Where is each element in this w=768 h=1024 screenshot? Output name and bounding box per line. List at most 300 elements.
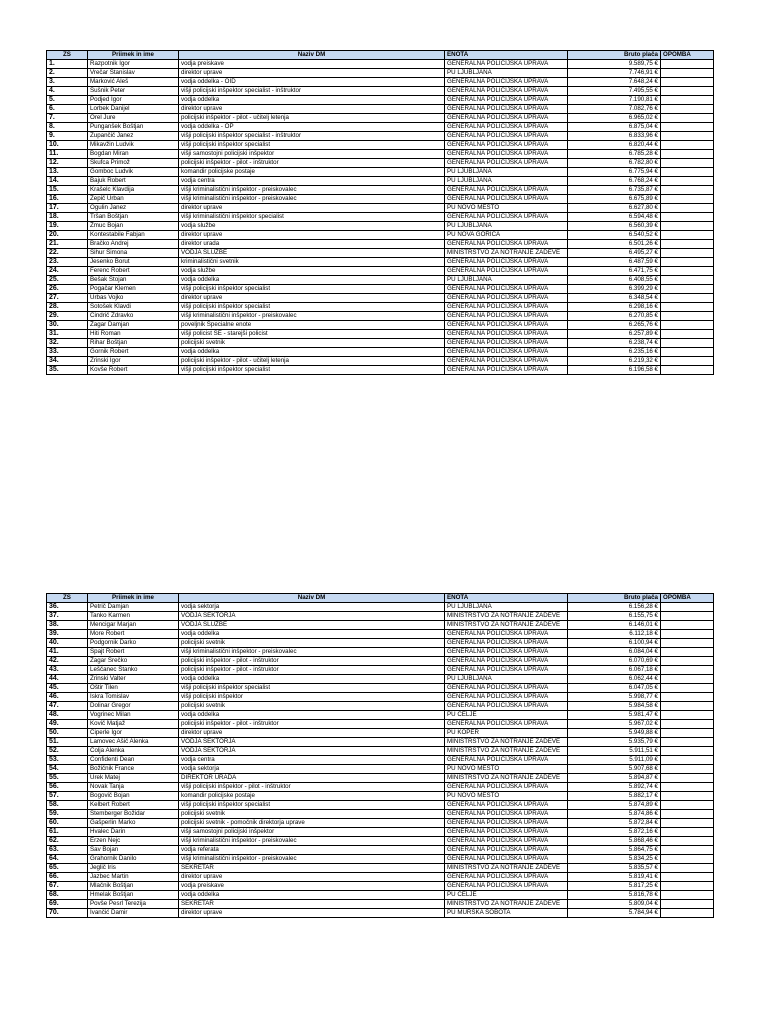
gross-salary: 5.864,75 € [568, 846, 661, 855]
remark [661, 339, 714, 348]
row-number: 69. [47, 900, 88, 909]
gross-salary: 6.408,55 € [568, 276, 661, 285]
table-row [47, 828, 714, 837]
job-title: direktor uprave [179, 105, 445, 114]
table-row [47, 204, 714, 213]
employee-name: More Robert [88, 630, 179, 639]
row-number: 31. [47, 330, 88, 339]
unit: GENERALNA POLICIJSKA UPRAVA [445, 882, 568, 891]
remark [661, 105, 714, 114]
employee-name: Zupančič Janez [88, 132, 179, 141]
employee-name: Oštir Tilen [88, 684, 179, 693]
unit: GENERALNA POLICIJSKA UPRAVA [445, 330, 568, 339]
job-title: policijski inšpektor - pilot - inštruktor [179, 657, 445, 666]
remark [661, 213, 714, 222]
employee-name: Tršan Boštjan [88, 213, 179, 222]
remark [661, 738, 714, 747]
unit: GENERALNA POLICIJSKA UPRAVA [445, 150, 568, 159]
employee-name: Urbas Vojko [88, 294, 179, 303]
row-number: 29. [47, 312, 88, 321]
gross-salary: 5.984,58 € [568, 702, 661, 711]
remark [661, 69, 714, 78]
unit: GENERALNA POLICIJSKA UPRAVA [445, 312, 568, 321]
row-number: 48. [47, 711, 88, 720]
unit: GENERALNA POLICIJSKA UPRAVA [445, 357, 568, 366]
employee-name: Erzen Nejc [88, 837, 179, 846]
employee-name: Hiti Roman [88, 330, 179, 339]
gross-salary: 5.911,51 € [568, 747, 661, 756]
gross-salary: 6.965,02 € [568, 114, 661, 123]
unit: PU LJUBLJANA [445, 675, 568, 684]
job-title: vodja oddelka [179, 891, 445, 900]
gross-salary: 6.594,48 € [568, 213, 661, 222]
header-opomba: OPOMBA [661, 51, 714, 60]
employee-name: Zrinski Valter [88, 675, 179, 684]
table-row [47, 357, 714, 366]
unit: GENERALNA POLICIJSKA UPRAVA [445, 837, 568, 846]
row-number: 7. [47, 114, 88, 123]
gross-salary: 7.190,81 € [568, 96, 661, 105]
table-row [47, 78, 714, 87]
table-row [47, 240, 714, 249]
employee-name: Petrič Damjan [88, 603, 179, 612]
row-number: 63. [47, 846, 88, 855]
gross-salary: 5.834,25 € [568, 855, 661, 864]
job-title: vodja referata [179, 846, 445, 855]
row-number: 49. [47, 720, 88, 729]
row-number: 67. [47, 882, 88, 891]
employee-name: Punganšek Boštjan [88, 123, 179, 132]
gross-salary: 5.949,88 € [568, 729, 661, 738]
gross-salary: 6.875,04 € [568, 123, 661, 132]
gross-salary: 5.892,74 € [568, 783, 661, 792]
unit: GENERALNA POLICIJSKA UPRAVA [445, 666, 568, 675]
unit: MINISTRSTVO ZA NOTRANJE ZADEVE [445, 774, 568, 783]
gross-salary: 6.047,05 € [568, 684, 661, 693]
job-title: policijski svetnik [179, 702, 445, 711]
unit: GENERALNA POLICIJSKA UPRAVA [445, 294, 568, 303]
unit: PU LJUBLJANA [445, 69, 568, 78]
row-number: 68. [47, 891, 88, 900]
job-title: višji policijski inšpektor - pilot - inštruktor [179, 783, 445, 792]
gross-salary: 6.487,59 € [568, 258, 661, 267]
employee-name: Božičnik France [88, 765, 179, 774]
table-row [47, 114, 714, 123]
job-title: DIREKTOR URADA [179, 774, 445, 783]
remark [661, 729, 714, 738]
row-number: 64. [47, 855, 88, 864]
salary-table-2 [46, 593, 714, 918]
unit: GENERALNA POLICIJSKA UPRAVA [445, 78, 568, 87]
table-row [47, 900, 714, 909]
gross-salary: 6.070,69 € [568, 657, 661, 666]
row-number: 33. [47, 348, 88, 357]
row-number: 43. [47, 666, 88, 675]
remark [661, 78, 714, 87]
gross-salary: 9.589,75 € [568, 60, 661, 69]
remark [661, 114, 714, 123]
gross-salary: 6.196,58 € [568, 366, 661, 375]
job-title: policijski svetnik [179, 339, 445, 348]
remark [661, 639, 714, 648]
employee-name: Jazbec Martin [88, 873, 179, 882]
gross-salary: 7.746,91 € [568, 69, 661, 78]
unit: GENERALNA POLICIJSKA UPRAVA [445, 258, 568, 267]
header-priimek: Priimek in ime [88, 594, 179, 603]
gross-salary: 6.495,27 € [568, 249, 661, 258]
table-row [47, 213, 714, 222]
row-number: 11. [47, 150, 88, 159]
unit: GENERALNA POLICIJSKA UPRAVA [445, 159, 568, 168]
employee-name: Dolinar Gregor [88, 702, 179, 711]
row-number: 32. [47, 339, 88, 348]
unit: PU KOPER [445, 729, 568, 738]
employee-name: Razpotnik Igor [88, 60, 179, 69]
gross-salary: 6.627,80 € [568, 204, 661, 213]
row-number: 58. [47, 801, 88, 810]
remark [661, 810, 714, 819]
job-title: direktor uprave [179, 231, 445, 240]
table-row [47, 684, 714, 693]
unit: GENERALNA POLICIJSKA UPRAVA [445, 285, 568, 294]
unit: GENERALNA POLICIJSKA UPRAVA [445, 873, 568, 882]
row-number: 25. [47, 276, 88, 285]
remark [661, 231, 714, 240]
gross-salary: 6.067,18 € [568, 666, 661, 675]
header-enota: ENOTA [445, 594, 568, 603]
table-row [47, 711, 714, 720]
unit: GENERALNA POLICIJSKA UPRAVA [445, 123, 568, 132]
job-title: direktor uprave [179, 729, 445, 738]
row-number: 19. [47, 222, 88, 231]
table-row [47, 321, 714, 330]
unit: GENERALNA POLICIJSKA UPRAVA [445, 702, 568, 711]
remark [661, 87, 714, 96]
table-row [47, 177, 714, 186]
job-title: višji policijski inšpektor specialist - inštruktor [179, 87, 445, 96]
table-row [47, 258, 714, 267]
table-row [47, 801, 714, 810]
gross-salary: 5.872,16 € [568, 828, 661, 837]
gross-salary: 6.270,85 € [568, 312, 661, 321]
table-row [47, 159, 714, 168]
row-number: 18. [47, 213, 88, 222]
row-number: 35. [47, 366, 88, 375]
table-row [47, 747, 714, 756]
table-row [47, 105, 714, 114]
employee-name: Ivančić Damir [88, 909, 179, 918]
row-number: 38. [47, 621, 88, 630]
employee-name: Štemberger Božidar [88, 810, 179, 819]
gross-salary: 6.540,52 € [568, 231, 661, 240]
remark [661, 747, 714, 756]
remark [661, 168, 714, 177]
remark [661, 195, 714, 204]
row-number: 4. [47, 87, 88, 96]
employee-name: Orel Jure [88, 114, 179, 123]
gross-salary: 5.998,77 € [568, 693, 661, 702]
employee-name: Iskra Tomislav [88, 693, 179, 702]
job-title: višji kriminalistični inšpektor - preiskovalec [179, 186, 445, 195]
row-number: 47. [47, 702, 88, 711]
employee-name: Podjed Igor [88, 96, 179, 105]
unit: GENERALNA POLICIJSKA UPRAVA [445, 186, 568, 195]
row-number: 21. [47, 240, 88, 249]
unit: GENERALNA POLICIJSKA UPRAVA [445, 855, 568, 864]
gross-salary: 5.981,47 € [568, 711, 661, 720]
table-row [47, 729, 714, 738]
gross-salary: 5.894,87 € [568, 774, 661, 783]
job-title: VODJA SLUŽBE [179, 249, 445, 258]
gross-salary: 6.820,44 € [568, 141, 661, 150]
unit: GENERALNA POLICIJSKA UPRAVA [445, 366, 568, 375]
job-title: policijski inšpektor - pilot - inštruktor [179, 159, 445, 168]
header-bruto: Bruto plača [568, 51, 661, 60]
employee-name: Bogdan Miran [88, 150, 179, 159]
row-number: 54. [47, 765, 88, 774]
remark [661, 891, 714, 900]
unit: PU CELJE [445, 711, 568, 720]
employee-name: Kontestabile Fabjan [88, 231, 179, 240]
table-row [47, 276, 714, 285]
row-number: 30. [47, 321, 88, 330]
gross-salary: 5.872,84 € [568, 819, 661, 828]
job-title: višji samostojni policijski inšpektor [179, 828, 445, 837]
unit: GENERALNA POLICIJSKA UPRAVA [445, 657, 568, 666]
unit: PU MURSKA SOBOTA [445, 909, 568, 918]
row-number: 52. [47, 747, 88, 756]
row-number: 6. [47, 105, 88, 114]
employee-name: Bešak Stojan [88, 276, 179, 285]
gross-salary: 5.784,94 € [568, 909, 661, 918]
gross-salary: 5.868,46 € [568, 837, 661, 846]
remark [661, 702, 714, 711]
row-number: 17. [47, 204, 88, 213]
remark [661, 132, 714, 141]
employee-name: Ogulin Janez [88, 204, 179, 213]
row-number: 40. [47, 639, 88, 648]
unit: PU NOVO MESTO [445, 204, 568, 213]
remark [661, 222, 714, 231]
row-number: 51. [47, 738, 88, 747]
employee-name: Kovše Robert [88, 366, 179, 375]
remark [661, 249, 714, 258]
employee-name: Žmuc Bojan [88, 222, 179, 231]
row-number: 3. [47, 78, 88, 87]
row-number: 9. [47, 132, 88, 141]
job-title: policijski svetnik - pomočnik direktorja uprave [179, 819, 445, 828]
remark [661, 828, 714, 837]
job-title: vodja sektorja [179, 765, 445, 774]
remark [661, 756, 714, 765]
gross-salary: 6.084,04 € [568, 648, 661, 657]
job-title: višji policijski inšpektor [179, 693, 445, 702]
unit: GENERALNA POLICIJSKA UPRAVA [445, 213, 568, 222]
header-zs: ZŠ [47, 594, 88, 603]
row-number: 24. [47, 267, 88, 276]
gross-salary: 6.298,16 € [568, 303, 661, 312]
job-title: VODJA SLUŽBE [179, 621, 445, 630]
table-row [47, 150, 714, 159]
table-row [47, 168, 714, 177]
job-title: vodja oddelka [179, 675, 445, 684]
unit: GENERALNA POLICIJSKA UPRAVA [445, 756, 568, 765]
employee-name: Rihar Boštjan [88, 339, 179, 348]
gross-salary: 6.833,96 € [568, 132, 661, 141]
table-row [47, 267, 714, 276]
remark [661, 630, 714, 639]
gross-salary: 6.235,16 € [568, 348, 661, 357]
unit: GENERALNA POLICIJSKA UPRAVA [445, 828, 568, 837]
employee-name: Tanko Karmen [88, 612, 179, 621]
employee-name: Mikavžin Ludvik [88, 141, 179, 150]
employee-name: Lorbek Danijel [88, 105, 179, 114]
job-title: višji policijski inšpektor specialist [179, 141, 445, 150]
unit: GENERALNA POLICIJSKA UPRAVA [445, 783, 568, 792]
job-title: VODJA SEKTORJA [179, 738, 445, 747]
table-row [47, 366, 714, 375]
job-title: vodja centra [179, 756, 445, 765]
remark [661, 783, 714, 792]
unit: PU CELJE [445, 891, 568, 900]
header-opomba: OPOMBA [661, 594, 714, 603]
job-title: višji kriminalistični inšpektor specialist [179, 213, 445, 222]
unit: GENERALNA POLICIJSKA UPRAVA [445, 648, 568, 657]
unit: GENERALNA POLICIJSKA UPRAVA [445, 96, 568, 105]
employee-name: Mencigar Marjan [88, 621, 179, 630]
unit: GENERALNA POLICIJSKA UPRAVA [445, 684, 568, 693]
job-title: kriminalistični svetnik [179, 258, 445, 267]
job-title: policijski inšpektor - pilot - učitelj letenja [179, 357, 445, 366]
gross-salary: 5.819,41 € [568, 873, 661, 882]
job-title: poveljnik Specialne enote [179, 321, 445, 330]
employee-name: Gornik Robert [88, 348, 179, 357]
table-row [47, 837, 714, 846]
table-row [47, 60, 714, 69]
employee-name: Kelbert Robert [88, 801, 179, 810]
employee-name: Škufca Primož [88, 159, 179, 168]
table-row [47, 312, 714, 321]
unit: PU LJUBLJANA [445, 603, 568, 612]
unit: MINISTRSTVO ZA NOTRANJE ZADEVE [445, 738, 568, 747]
row-number: 41. [47, 648, 88, 657]
job-title: vodja sektorja [179, 603, 445, 612]
gross-salary: 6.257,89 € [568, 330, 661, 339]
job-title: policijski inšpektor - pilot - učitelj letenja [179, 114, 445, 123]
employee-name: Sušnik Peter [88, 87, 179, 96]
table-row [47, 186, 714, 195]
row-number: 5. [47, 96, 88, 105]
remark [661, 366, 714, 375]
job-title: vodja centra [179, 177, 445, 186]
employee-name: Podgornik Darko [88, 639, 179, 648]
row-number: 23. [47, 258, 88, 267]
employee-name: Ferenc Robert [88, 267, 179, 276]
remark [661, 837, 714, 846]
gross-salary: 6.471,75 € [568, 267, 661, 276]
gross-salary: 5.817,25 € [568, 882, 661, 891]
job-title: direktor uprave [179, 294, 445, 303]
job-title: višji kriminalistični inšpektor - preiskovalec [179, 855, 445, 864]
table-row [47, 285, 714, 294]
unit: PU LJUBLJANA [445, 177, 568, 186]
employee-name: Krašelc Klavdija [88, 186, 179, 195]
gross-salary: 5.907,68 € [568, 765, 661, 774]
remark [661, 666, 714, 675]
unit: MINISTRSTVO ZA NOTRANJE ZADEVE [445, 612, 568, 621]
remark [661, 882, 714, 891]
employee-name: Urek Matej [88, 774, 179, 783]
gross-salary: 5.816,78 € [568, 891, 661, 900]
table-row [47, 783, 714, 792]
gross-salary: 5.835,57 € [568, 864, 661, 873]
unit: PU NOVA GORICA [445, 231, 568, 240]
employee-name: Mlačnik Boštjan [88, 882, 179, 891]
row-number: 20. [47, 231, 88, 240]
gross-salary: 6.399,29 € [568, 285, 661, 294]
row-number: 15. [47, 186, 88, 195]
employee-name: Špajt Robert [88, 648, 179, 657]
remark [661, 186, 714, 195]
remark [661, 684, 714, 693]
table-header-row [47, 594, 714, 603]
remark [661, 159, 714, 168]
job-title: višji policijski inšpektor specialist [179, 303, 445, 312]
remark [661, 819, 714, 828]
employee-name: Sotošek Klavdi [88, 303, 179, 312]
row-number: 13. [47, 168, 88, 177]
row-number: 42. [47, 657, 88, 666]
row-number: 66. [47, 873, 88, 882]
remark [661, 294, 714, 303]
table-row [47, 657, 714, 666]
table-row [47, 792, 714, 801]
remark [661, 765, 714, 774]
employee-name: Lamovec Ašič Alenka [88, 738, 179, 747]
row-number: 10. [47, 141, 88, 150]
job-title: vodja oddelka - OP [179, 123, 445, 132]
table-row [47, 666, 714, 675]
unit: GENERALNA POLICIJSKA UPRAVA [445, 348, 568, 357]
remark [661, 348, 714, 357]
job-title: višji policijski inšpektor specialist [179, 366, 445, 375]
header-zs: ZŠ [47, 51, 88, 60]
gross-salary: 6.735,87 € [568, 186, 661, 195]
gross-salary: 6.675,89 € [568, 195, 661, 204]
table-row [47, 882, 714, 891]
header-priimek: Priimek in ime [88, 51, 179, 60]
job-title: višji policist SE - starejši policist [179, 330, 445, 339]
unit: PU NOVO MESTO [445, 792, 568, 801]
table-row [47, 702, 714, 711]
row-number: 70. [47, 909, 88, 918]
job-title: višji kriminalistični inšpektor - preiskovalec [179, 648, 445, 657]
unit: GENERALNA POLICIJSKA UPRAVA [445, 321, 568, 330]
row-number: 12. [47, 159, 88, 168]
job-title: vodja oddelka [179, 96, 445, 105]
row-number: 65. [47, 864, 88, 873]
gross-salary: 5.874,89 € [568, 801, 661, 810]
job-title: vodja oddelka [179, 711, 445, 720]
unit: GENERALNA POLICIJSKA UPRAVA [445, 240, 568, 249]
row-number: 57. [47, 792, 88, 801]
job-title: direktor uprave [179, 873, 445, 882]
gross-salary: 6.768,24 € [568, 177, 661, 186]
employee-name: Bogovič Bojan [88, 792, 179, 801]
job-title: višji policijski inšpektor specialist - inštruktor [179, 132, 445, 141]
gross-salary: 6.782,80 € [568, 159, 661, 168]
job-title: vodja oddelka [179, 276, 445, 285]
